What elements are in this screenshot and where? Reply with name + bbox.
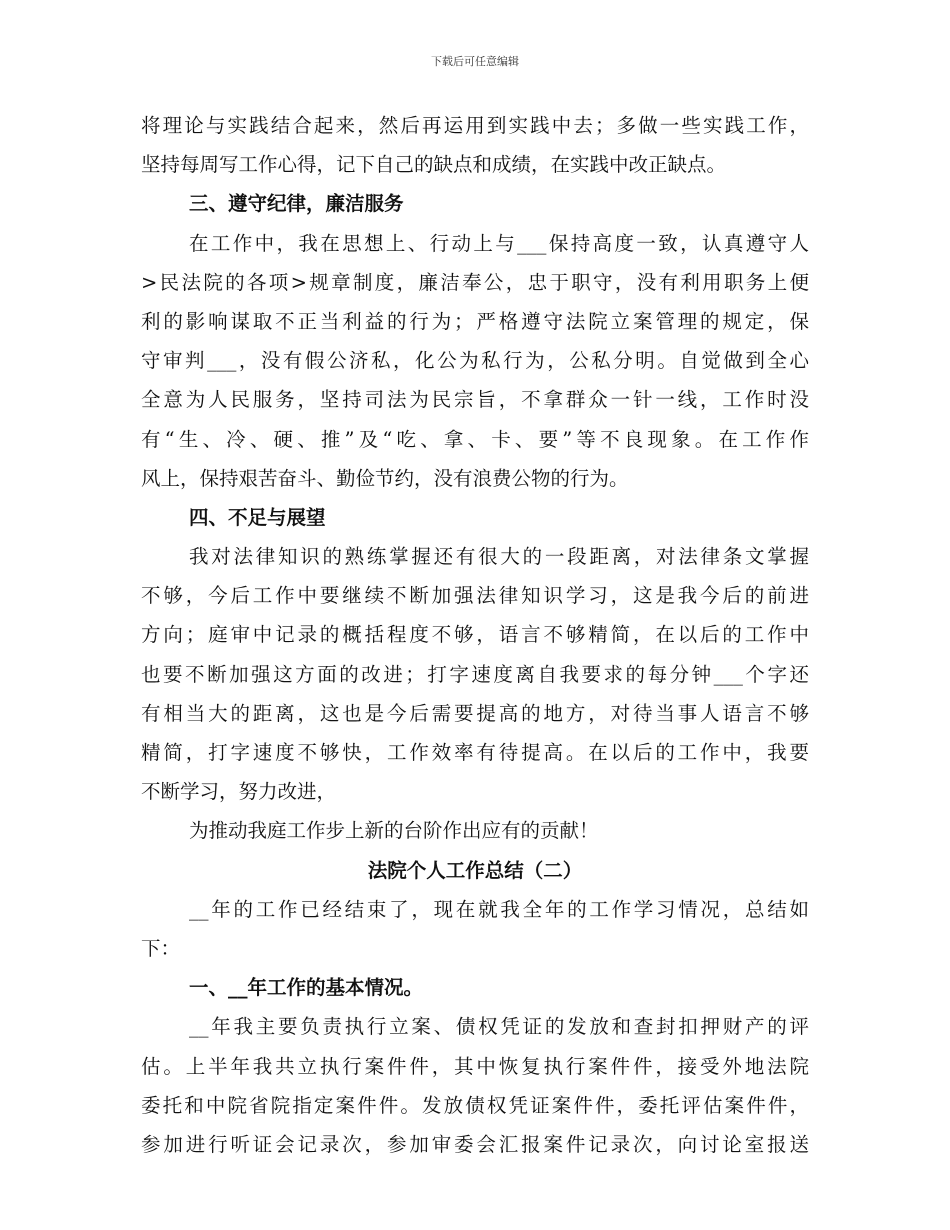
- paragraph-line: 有“生、冷、硬、推”及“吃、拿、卡、要”等不良现象。在工作作: [141, 427, 809, 451]
- paragraph-line: 我对法律知识的熟练掌握还有很大的一段距离，对法律条文掌握: [189, 545, 809, 569]
- document-body: [141, 106, 809, 1164]
- paragraph-line: 将理论与实践结合起来，然后再运用到实践中去；多做一些实践工作，: [141, 114, 809, 137]
- paragraph-line: 也要不断加强这方面的改进；打字速度离自我要求的每分钟___个字还: [141, 662, 809, 686]
- paragraph-line: 全意为人民服务，坚持司法为民宗旨，不拿群众一针一线，工作时没: [141, 388, 809, 412]
- paragraph-line: 在工作中，我在思想上、行动上与___保持高度一致，认真遵守人: [189, 231, 809, 255]
- paragraph-line: 不够，今后工作中要继续不断加强法律知识学习，这是我今后的前进: [141, 584, 809, 608]
- paragraph-line: 估。上半年我共立执行案件件，其中恢复执行案件件，接受外地法院: [141, 1054, 809, 1078]
- paragraph-line: 利的影响谋取不正当利益的行为；严格遵守法院立案管理的规定，保: [141, 309, 809, 333]
- document-title: 法院个人工作总结（二）: [367, 858, 583, 882]
- paragraph-line: 委托和中院省院指定案件件。发放债权凭证案件件，委托评估案件件，: [141, 1093, 809, 1117]
- paragraph-line: 下：: [141, 936, 181, 960]
- paragraph-line: __年我主要负责执行立案、债权凭证的发放和查封扣押财产的评: [189, 1015, 809, 1039]
- paragraph-line: 精简，打字速度不够快，工作效率有待提高。在以后的工作中，我要: [141, 741, 809, 764]
- paragraph-line: 有相当大的距离，这也是今后需要提高的地方，对待当事人语言不够: [141, 701, 809, 725]
- paragraph-line: 坚持每周写工作心得，记下自己的缺点和成绩，在实践中改正缺点。: [141, 153, 727, 177]
- section-heading: 一、__年工作的基本情况。: [189, 976, 424, 1000]
- section-heading: 三、遵守纪律，廉洁服务: [189, 192, 404, 216]
- paragraph-line: 风上，保持艰苦奋斗、勤俭节约，没有浪费公物的行为。: [141, 466, 629, 490]
- paragraph-line: 方向；庭审中记录的概括程度不够，语言不够精简，在以后的工作中: [141, 623, 809, 647]
- paragraph-line: 守审判___，没有假公济私，化公为私行为，公私分明。自觉做到全心: [141, 349, 809, 373]
- paragraph-line: 参加进行听证会记录次，参加审委会汇报案件记录次，向讨论室报送: [141, 1132, 809, 1156]
- paragraph-line: 不断学习，努力改进，: [141, 780, 337, 804]
- paragraph-line: __年的工作已经结束了，现在就我全年的工作学习情况，总结如: [189, 897, 809, 921]
- paragraph-line: >民法院的各项>规章制度，廉洁奉公，忠于职守，没有利用职务上便: [141, 270, 809, 294]
- header-note: 下载后可任意编辑: [431, 55, 519, 68]
- paragraph-line: 为推动我庭工作步上新的台阶作出应有的贡献！: [189, 819, 599, 843]
- section-heading: 四、不足与展望: [189, 505, 326, 529]
